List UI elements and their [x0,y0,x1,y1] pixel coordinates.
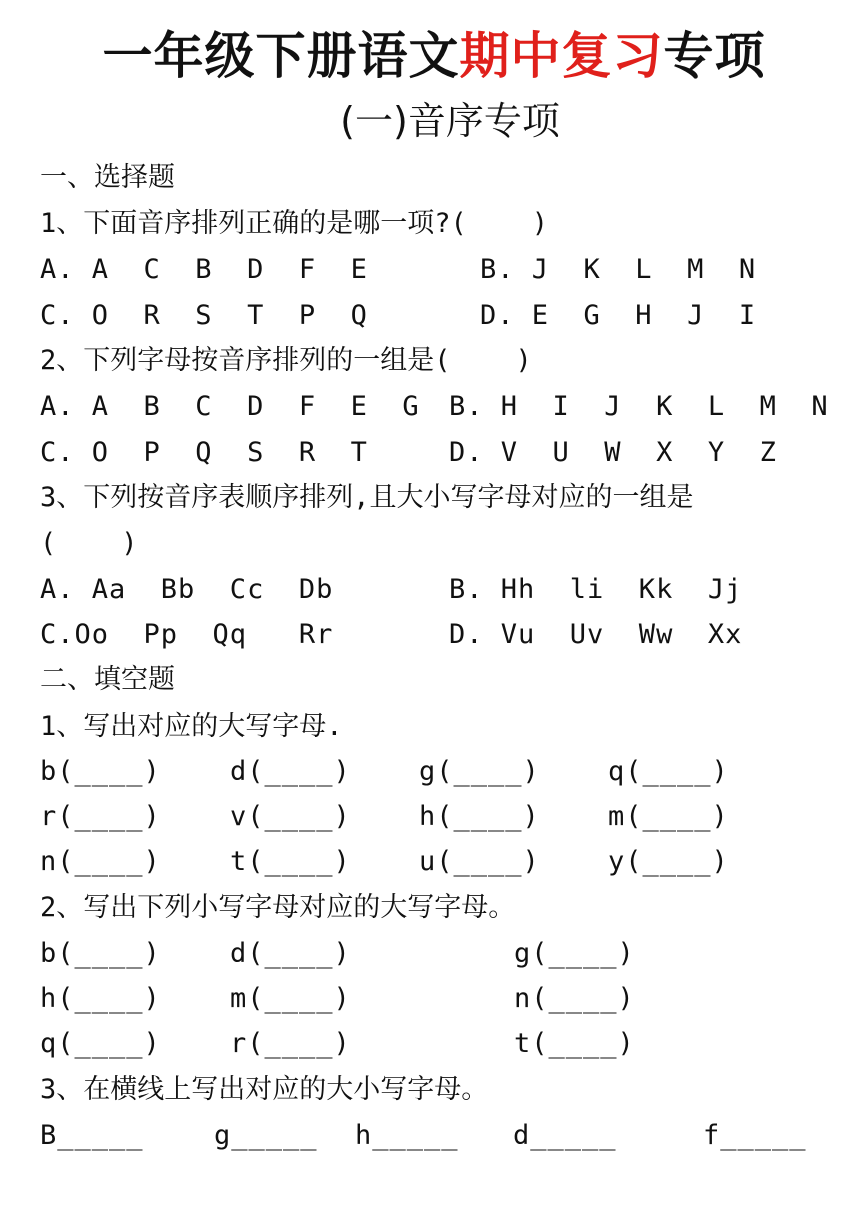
title-part-1: 一年级下册语文 [102,27,460,85]
q1-1-option-d: D. E G H J I [480,300,757,331]
q1-2-option-c: C. O P Q S R T [40,437,368,468]
fill-line: h_____ [355,1120,459,1151]
question-2-1: 1、写出对应的大写字母. [40,711,343,742]
q1-1-option-c: C. O R S T P Q [40,300,368,331]
fill-blank: n(____) [514,983,635,1014]
question-2-3: 3、在横线上写出对应的大小写字母。 [40,1074,489,1105]
fill-blank: q(____) [608,756,729,787]
q1-2-option-a: A. A B C D F E G [40,391,420,422]
page-subtitle: (一)音序专项 [340,99,560,143]
fill-blank: d(____) [230,938,351,969]
q1-1-option-b: B. J K L M N [480,254,757,285]
fill-blank: b(____) [40,938,161,969]
question-1-1: 1、下面音序排列正确的是哪一项?( ) [40,208,549,239]
fill-blank: t(____) [230,846,351,877]
fill-blank: r(____) [40,801,161,832]
title-part-highlight: 期中复习 [459,27,664,85]
fill-blank: g(____) [419,756,540,787]
question-2-2: 2、写出下列小写字母对应的大写字母。 [40,892,516,923]
fill-line: f_____ [703,1120,807,1151]
q1-3-option-a: A. Aa Bb Cc Db [40,574,334,605]
fill-blank: t(____) [514,1028,635,1059]
question-1-3: 3、下列按音序表顺序排列,且大小写字母对应的一组是 [40,482,694,513]
fill-blank: d(____) [230,756,351,787]
question-1-3-paren: ( ) [40,528,138,559]
q1-2-option-d: D. V U W X Y Z [449,437,777,468]
fill-blank: v(____) [230,801,351,832]
fill-line: g_____ [214,1120,318,1151]
title-part-3: 专项 [663,27,766,85]
fill-line: B_____ [40,1120,144,1151]
q1-2-option-b: B. H I J K L M N [449,391,829,422]
fill-blank: h(____) [419,801,540,832]
fill-blank: u(____) [419,846,540,877]
fill-blank: h(____) [40,983,161,1014]
q1-3-option-c: C.Oo Pp Qq Rr [40,619,334,650]
page-title [0,18,868,94]
section-1-heading: 一、选择题 [40,162,175,193]
fill-blank: r(____) [230,1028,351,1059]
question-1-2: 2、下列字母按音序排列的一组是( ) [40,345,532,376]
fill-blank: m(____) [230,983,351,1014]
fill-line: d_____ [513,1120,617,1151]
fill-blank: n(____) [40,846,161,877]
q1-3-option-d: D. Vu Uv Ww Xx [449,619,743,650]
q1-3-option-b: B. Hh li Kk Jj [449,574,743,605]
fill-blank: m(____) [608,801,729,832]
fill-blank: g(____) [514,938,635,969]
fill-blank: b(____) [40,756,161,787]
section-2-heading: 二、填空题 [40,664,175,695]
fill-blank: q(____) [40,1028,161,1059]
fill-blank: y(____) [608,846,729,877]
q1-1-option-a: A. A C B D F E [40,254,368,285]
